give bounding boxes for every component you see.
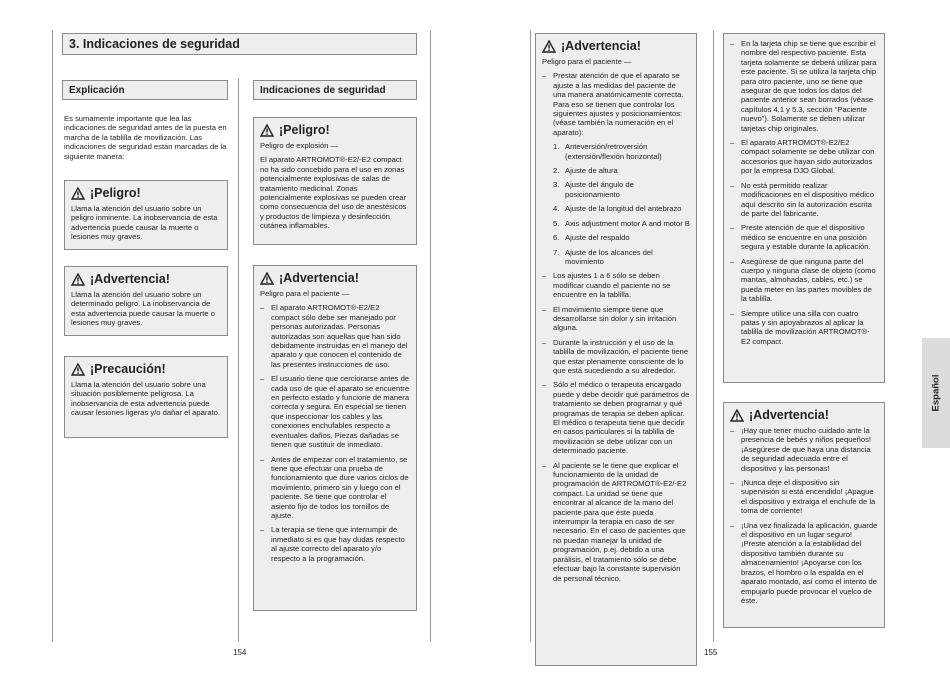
precaucion-definition-title: ¡Precaución! [90,362,166,376]
list-item: – El aparato ARTROMOT®-E2/E2 compact sólo debe ser manejado por personas autorizadas. Personas autorizadas son aquellas que han sido debidamente instruidas en el manejo del aparato y que conocen el contenido de las presentes instrucciones de uso. [260,303,410,369]
list-item: – Al paciente se le tiene que explicar el funcionamiento de la unidad de programación de ARTROMOT®-E2/-E2 compact. La unidad se tiene que encontrar al alcance de la mano del paciente para que éste pueda interrumpir la terapia en caso de ser necesario. En el caso de pacientes que no puedan manejar la unidad de programación, p.ej. debido a una parálisis, el tratamiento sólo se debe efectuar bajo la constante supervisión de personal técnico. [542,461,690,583]
advertencia-continuation-box [723,33,885,383]
advertencia-ninos-box [723,402,885,628]
list-item: – Asegúrese de que ninguna parte del cuerpo y ninguna clase de objeto (como mantas, almohadas, cables, etc.) se pueda meter en las partes movibles de la tablilla. [730,257,878,304]
advertencia-definition-box [64,266,228,336]
numbered-item: 6. Ajuste del respaldo [553,233,630,243]
left-column-rule [238,78,239,642]
page-number-left: 154 [233,648,247,657]
left-margin-rule [52,30,53,642]
section-title: 3. Indicaciones de seguridad [62,33,417,55]
list-item: – La terapia se tiene que interrumpir de inmediato si es que hay dudas respecto al ajuste correcto del aparato y/o respecto a la programación. [260,525,410,563]
numbered-item: 2. Ajuste de altura [553,166,618,176]
list-item: – Antes de empezar con el tratamiento, se tiene que efectuar una prueba de funcionamiento que dure varios ciclos de movimiento, primero sin y luego con el paciente. Se tiene que controlar el asiento fijo de todos los tornillos de ajuste. [260,455,410,521]
advertencia-paciente-subtitle: Peligro para el paciente — [260,289,350,298]
advertencia-right-subtitle: Peligro para el paciente — [542,57,632,66]
list-item: – Prestar atención de que el aparato se ajuste a las medidas del paciente de una manera anatómicamente correcta. Para eso se tienen que controlar los siguientes ajustes y posicionamientos: (véase también la numeración en el aparato): [542,71,690,137]
numbered-item: 3. Ajuste del ángulo de posicionamiento [553,180,634,199]
explicacion-heading: Explicación [62,80,228,100]
indicaciones-heading: Indicaciones de seguridad [253,80,417,100]
list-item: – ¡Nunca deje el dispositivo sin supervisión si está encendido! ¡Apague el dispositivo y extraiga el enchufe de la toma de corriente! [730,478,878,516]
right-page-rule [530,30,531,642]
advertencia-ninos-title: ¡Advertencia! [749,408,829,422]
list-item: – Sólo el médico o terapeuta encargado puede y debe decidir qué parámetros de tratamiento se deben programar y qué programas de terapia se deben aplicar. El médico o terapeuta tiene que decidir en casos particulares si la tablilla de movilización se debe utilizar con un determinado paciente. [542,380,690,455]
warning-triangle-icon [260,124,274,137]
advertencia-paciente-box-right [535,33,697,666]
list-item: – El movimiento siempre tiene que desarrollarse sin dolor y sin irritación alguna. [542,305,690,333]
list-item: – Siempre utilice una silla con cuatro patas y sin apoyabrazos al aplicar la tablilla de movilización ARTROMOT®-E2 compact. [730,309,878,347]
list-item: – El usuario tiene que cerciorarse antes de cada uso de que el aparato se encuentre en perfecto estado y funcione de manera correcta y segura. En especial se tienen que inspeccionar los cables y las conexiones enchufables respecto a eventuales daños. Piezas dañadas se tienen que sustituir de inmediato. [260,374,410,449]
list-item: – Los ajustes 1 a 6 sólo se deben modificar cuando el paciente no se encuentre en la tablilla. [542,271,690,299]
advertencia-definition-title: ¡Advertencia! [90,272,170,286]
peligro-definition-box [64,180,228,250]
precaucion-definition-box [64,356,228,438]
numbered-item: 5. Axis adjustment motor A and motor B [553,218,690,228]
peligro-definition-text: Llama la atención del usuario sobre un peligro inminente. La inobservancia de esta advertencia puede causar la muerte o lesiones muy graves. [71,204,218,242]
peligro-explosion-title: ¡Peligro! [279,123,330,137]
list-item: – El aparato ARTROMOT®-E2/E2 compact solamente se debe utilizar con accesorios que hayan sido autorizados por la empresa DJO Global. [730,138,878,176]
warning-triangle-icon [542,40,556,53]
list-item: – Durante la instrucción y el uso de la tablilla de movilización, el paciente tiene que estar plenamente consciente de lo que está sucediendo a su alrededor. [542,338,690,376]
list-item: – ¡Hay que tener mucho cuidado ante la presencia de bebés y niños pequeños! ¡Asegúrese de que haya una distancia de seguridad adecuada entre el dispositivo y las personas! [730,426,878,473]
advertencia-paciente-title: ¡Advertencia! [279,271,359,285]
left-page-rule [430,30,431,642]
list-item: – ¡Una vez finalizada la aplicación, guarde el dispositivo en un lugar seguro! ¡Preste atención a la estabilidad del dispositivo también durante su almacenamiento! ¡Apoyarse con los brazos, el hombro o la espalda en el aparato montado, así como el intento de empujarlo puede provocar el vuelco de éste. [730,521,878,606]
warning-triangle-icon [71,187,85,200]
numbered-item: 7. Ajuste de los alcances del movimiento [553,247,653,266]
peligro-explosion-box [253,117,417,245]
explicacion-intro: Es sumamente importante que lea las indicaciones de seguridad antes de la puesta en marcha de la tablilla de movilización. Las indicaciones de seguridad están marcadas de la siguiente manera: [64,114,227,161]
advertencia-right-title: ¡Advertencia! [561,39,641,53]
warning-triangle-icon [71,363,85,376]
peligro-explosion-text: El aparato ARTROMOT®-E2/-E2 compact no ha sido concebido para el uso en zonas potencialmente explosivas de salas de tratamiento medicinal. Zonas potencialmente explosivas se pueden crear como consecuencia del uso de anestésicos y productos de limpieza y desinfección cutánea inflamables. [260,155,407,231]
numbered-item: 4. Ajuste de la longitud del antebrazo [553,204,682,214]
advertencia-definition-text: Llama la atención del usuario sobre un determinado peligro. La inobservancia de esta advertencia puede causar la muerte o lesiones muy graves. [71,290,215,328]
list-item: – Preste atención de que el dispositivo médico se encuentre en una posición segura y estable durante la aplicación. [730,223,878,251]
right-column-rule [713,30,714,642]
list-item: – No está permitido realizar modificaciones en el dispositivo médico aquí descrito sin la autorización escrita de parte del fabricante. [730,181,878,219]
numbered-item: 1. Anteversión/retroversión (extensión/flexión horizontal) [553,142,662,161]
page-number-right: 155 [704,648,718,657]
advertencia-paciente-box-left [253,265,417,611]
list-item: – En la tarjeta chip se tiene que escribir el nombre del respectivo paciente. Esta tarjeta solamente se deberá utilizar para este paciente. Si se utiliza la tarjeta chip para otro paciente, uno se tiene que asegurar de que todos los datos del paciente anterior sean borrados (véase capítulos 4.1 y 5.3, sección "Paciente nuevo"). Solamente se deben utilizar tarjetas chip originales. [730,39,878,133]
precaucion-definition-text: Llama la atención del usuario sobre una situación posiblemente peligrosa. La inobservancia de esta advertencia puede causar lesiones ligeras y/o dañar el aparato. [71,380,221,418]
warning-triangle-icon [260,272,274,285]
peligro-explosion-subtitle: Peligro de explosión — [260,141,339,150]
warning-triangle-icon [730,409,744,422]
warning-triangle-icon [71,273,85,286]
peligro-definition-title: ¡Peligro! [90,186,141,200]
language-side-tab: Español [922,338,950,448]
